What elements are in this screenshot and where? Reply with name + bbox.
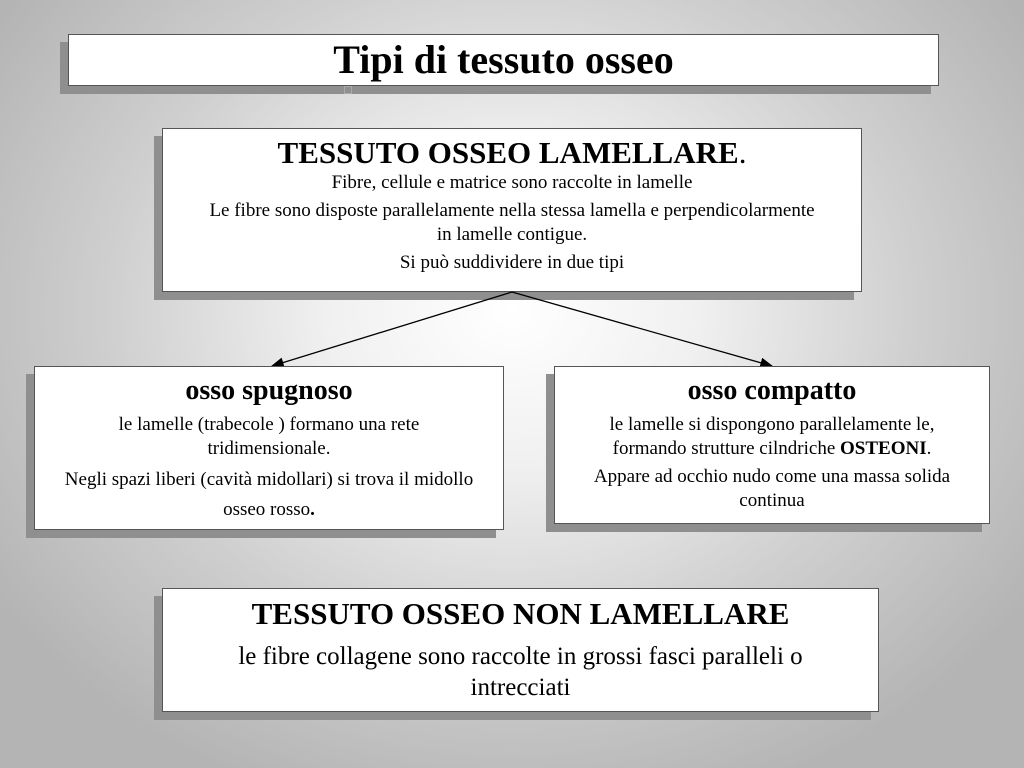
compatto-line-1-text: le lamelle si dispongono parallelamente le, formando strutture cilndriche (609, 414, 935, 459)
spugnoso-line-2 (35, 465, 503, 525)
spugnoso-heading: osso spugnoso (185, 375, 353, 406)
compatto-box (554, 366, 990, 524)
compatto-line-2: Appare ad occhio nudo come una massa solida continua (593, 466, 951, 511)
lamellare-heading-suffix: . (738, 135, 747, 170)
spugnoso-line-2-text: Negli spazi liberi (cavità midollari) si trova il midollo osseo rosso (64, 469, 474, 520)
lamellare-line-1: Fibre, cellule e matrice sono raccolte in lamelle (331, 172, 693, 193)
non-lamellare-heading-text: TESSUTO OSSEO NON LAMELLARE (251, 596, 790, 631)
lamellare-line-3: Si può suddividere in due tipi (399, 252, 625, 273)
arrow-to-spugnoso (272, 292, 512, 366)
spugnoso-line-1: le lamelle (trabecole ) formano una rete tridimensionale. (118, 414, 420, 459)
spugnoso-line-2-end: . (310, 499, 315, 520)
non-lamellare-box (162, 588, 879, 712)
compatto-line-1-end: . (926, 438, 932, 459)
non-lamellare-heading (163, 595, 878, 633)
osteoni-term: OSTEONI (840, 438, 927, 459)
non-lamellare-text: le fibre collagene sono raccolte in grossi fasci paralleli o intrecciati (238, 643, 803, 701)
compatto-line-1 (555, 413, 989, 461)
arrow-to-compatto (512, 292, 772, 366)
lamellare-heading-text: TESSUTO OSSEO LAMELLARE (277, 135, 739, 170)
lamellare-line-2: Le fibre sono disposte parallelamente nella stessa lamella e perpendicolarmente in lamelle contigue. (209, 200, 815, 245)
compatto-heading: osso compatto (687, 375, 857, 406)
page-title: Tipi di tessuto osseo (333, 37, 674, 82)
spugnoso-box (34, 366, 504, 530)
